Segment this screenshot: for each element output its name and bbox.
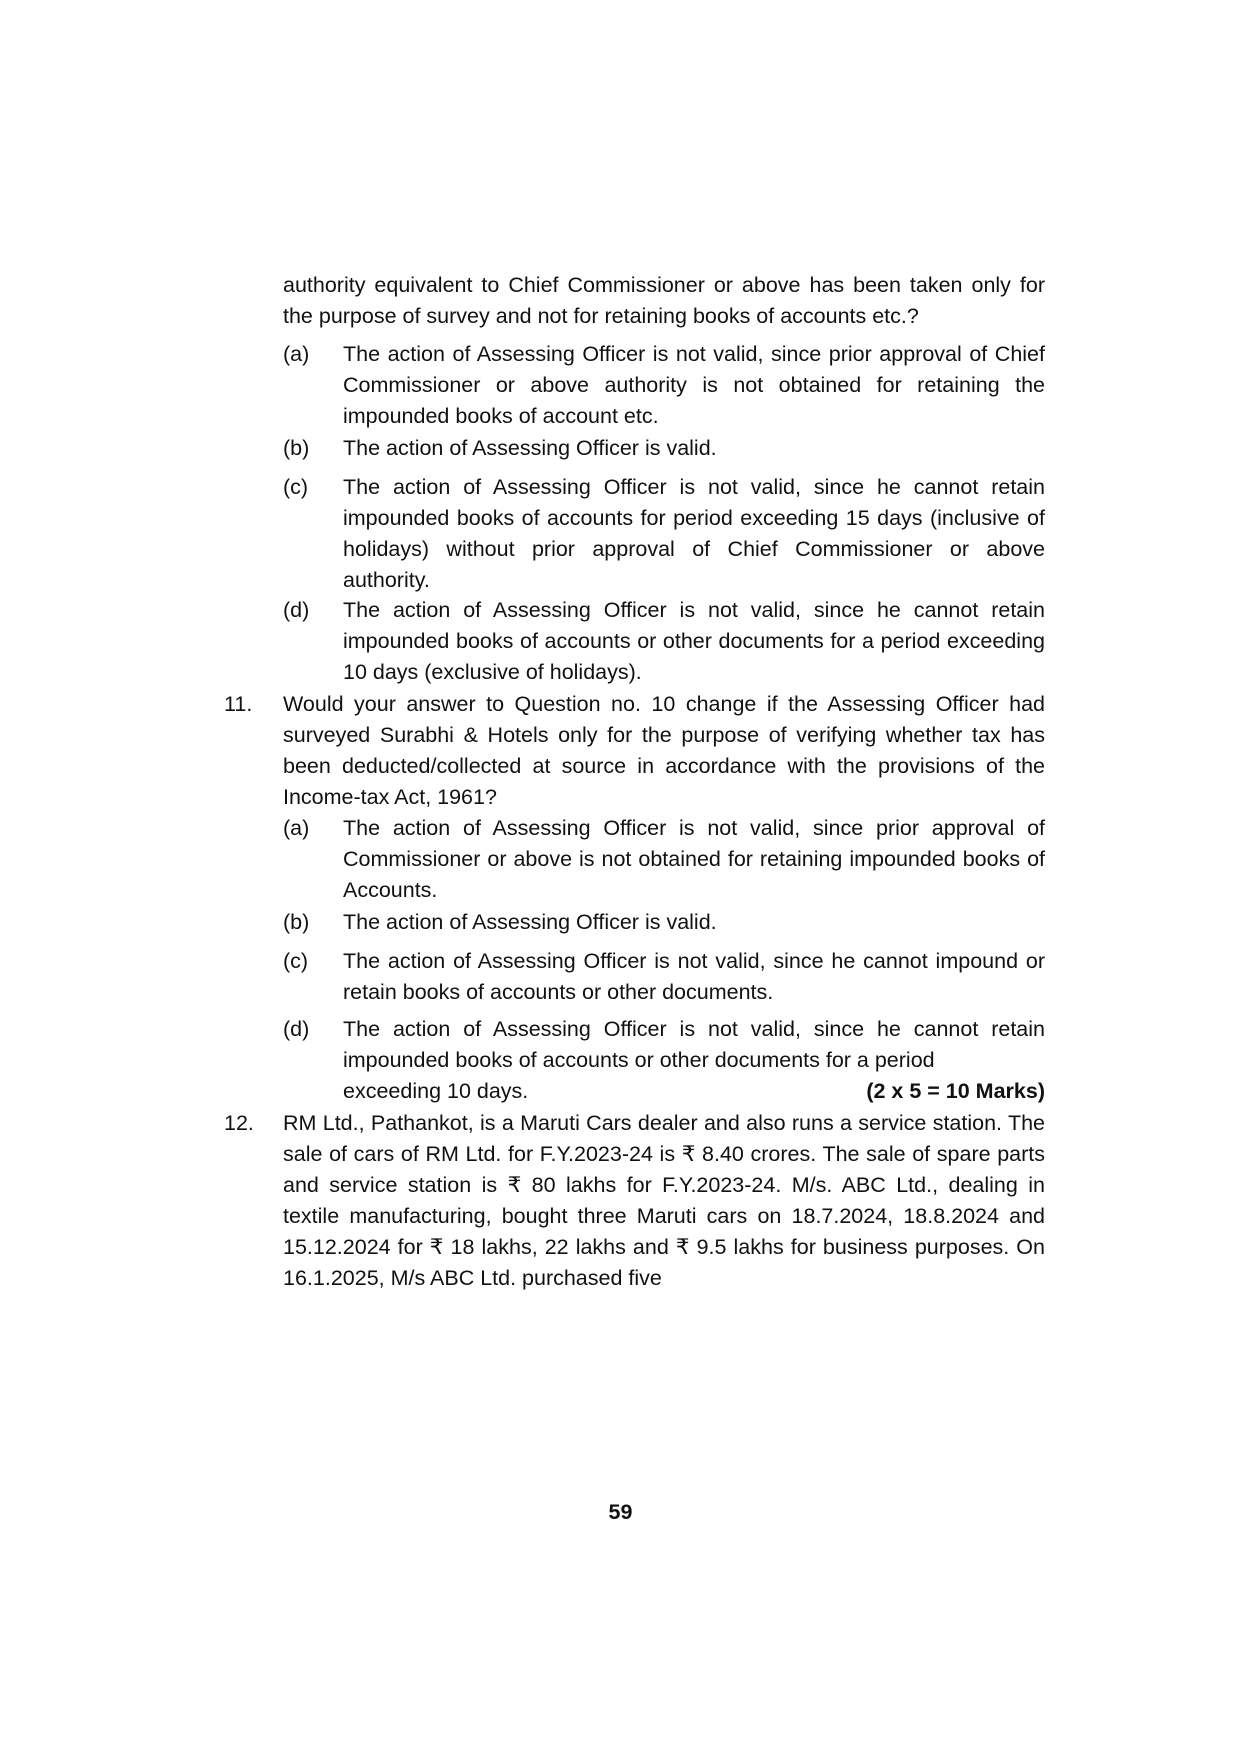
q11-option-a xyxy=(283,813,1045,906)
option-label: (a) xyxy=(283,342,310,366)
option-text: The action of Assessing Officer is valid. xyxy=(343,436,717,460)
q10-option-b xyxy=(283,433,1045,464)
option-text-last: exceeding 10 days. xyxy=(343,1079,529,1103)
option-text: The action of Assessing Officer is not valid, since he cannot retain impounded books of accounts for period exceeding 15 days (inclusive of holidays) without prior approval of Chief Commissioner or above authority. xyxy=(343,475,1045,592)
option-text: The action of Assessing Officer is not valid, since prior approval of Chief Commissioner or above authority is not obtained for retaining the impounded books of account etc. xyxy=(343,342,1045,428)
q10-continuation-text: authority equivalent to Chief Commissioner or above has been taken only for the purpose of survey and not for retaining books of accounts etc.? xyxy=(283,273,1045,328)
option-text: The action of Assessing Officer is valid. xyxy=(343,910,717,934)
option-label: (d) xyxy=(283,1017,310,1041)
question-text: RM Ltd., Pathankot, is a Maruti Cars dealer and also runs a service station. The sale of cars of RM Ltd. for F.Y.2023-24 is ₹ 8.40 crores. The sale of spare parts and service station is ₹ 80 lakhs for F.Y.2023-24. M/s. ABC Ltd., dealing in textile manufacturing, bought three Maruti cars on 18.7.2024, 18.8.2024 and 15.12.2024 for ₹ 18 lakhs, 22 lakhs and ₹ 9.5 lakhs for business purposes. On 16.1.2025, M/s ABC Ltd. purchased five xyxy=(283,1111,1045,1290)
q11-option-b xyxy=(283,907,1045,938)
question-number: 12. xyxy=(224,1111,254,1135)
option-label: (b) xyxy=(283,436,310,460)
page-number: 59 xyxy=(608,1500,633,1524)
question-12 xyxy=(224,1108,1045,1294)
option-label: (b) xyxy=(283,910,310,934)
option-text xyxy=(343,1014,1045,1107)
option-label: (a) xyxy=(283,816,310,840)
option-label: (c) xyxy=(283,949,309,973)
q11-option-d xyxy=(283,1014,1045,1107)
question-text: Would your answer to Question no. 10 change if the Assessing Officer had surveyed Surabhi & Hotels only for the purpose of verifying whether tax has been deducted/collected at source in accordance with the provisions of the Income-tax Act, 1961? xyxy=(283,692,1045,809)
option-text-main: The action of Assessing Officer is not valid, since he cannot retain impounded books of accounts or other documents for a period xyxy=(343,1017,1045,1072)
marks-allocation: (2 x 5 = 10 Marks) xyxy=(866,1079,1045,1103)
option-text: The action of Assessing Officer is not valid, since he cannot retain impounded books of accounts or other documents for a period exceeding 10 days (exclusive of holidays). xyxy=(343,598,1045,684)
option-label: (d) xyxy=(283,598,310,622)
option-text: The action of Assessing Officer is not valid, since prior approval of Commissioner or above is not obtained for retaining impounded books of Accounts. xyxy=(343,816,1045,902)
question-11 xyxy=(224,689,1045,813)
option-text: The action of Assessing Officer is not valid, since he cannot impound or retain books of accounts or other documents. xyxy=(343,949,1045,1004)
question-number: 11. xyxy=(224,692,253,716)
option-label: (c) xyxy=(283,475,309,499)
q10-option-a xyxy=(283,339,1045,432)
option-last-line xyxy=(343,1076,1045,1107)
q10-option-d xyxy=(283,595,1045,688)
q10-option-c xyxy=(283,472,1045,596)
q11-option-c xyxy=(283,946,1045,1008)
